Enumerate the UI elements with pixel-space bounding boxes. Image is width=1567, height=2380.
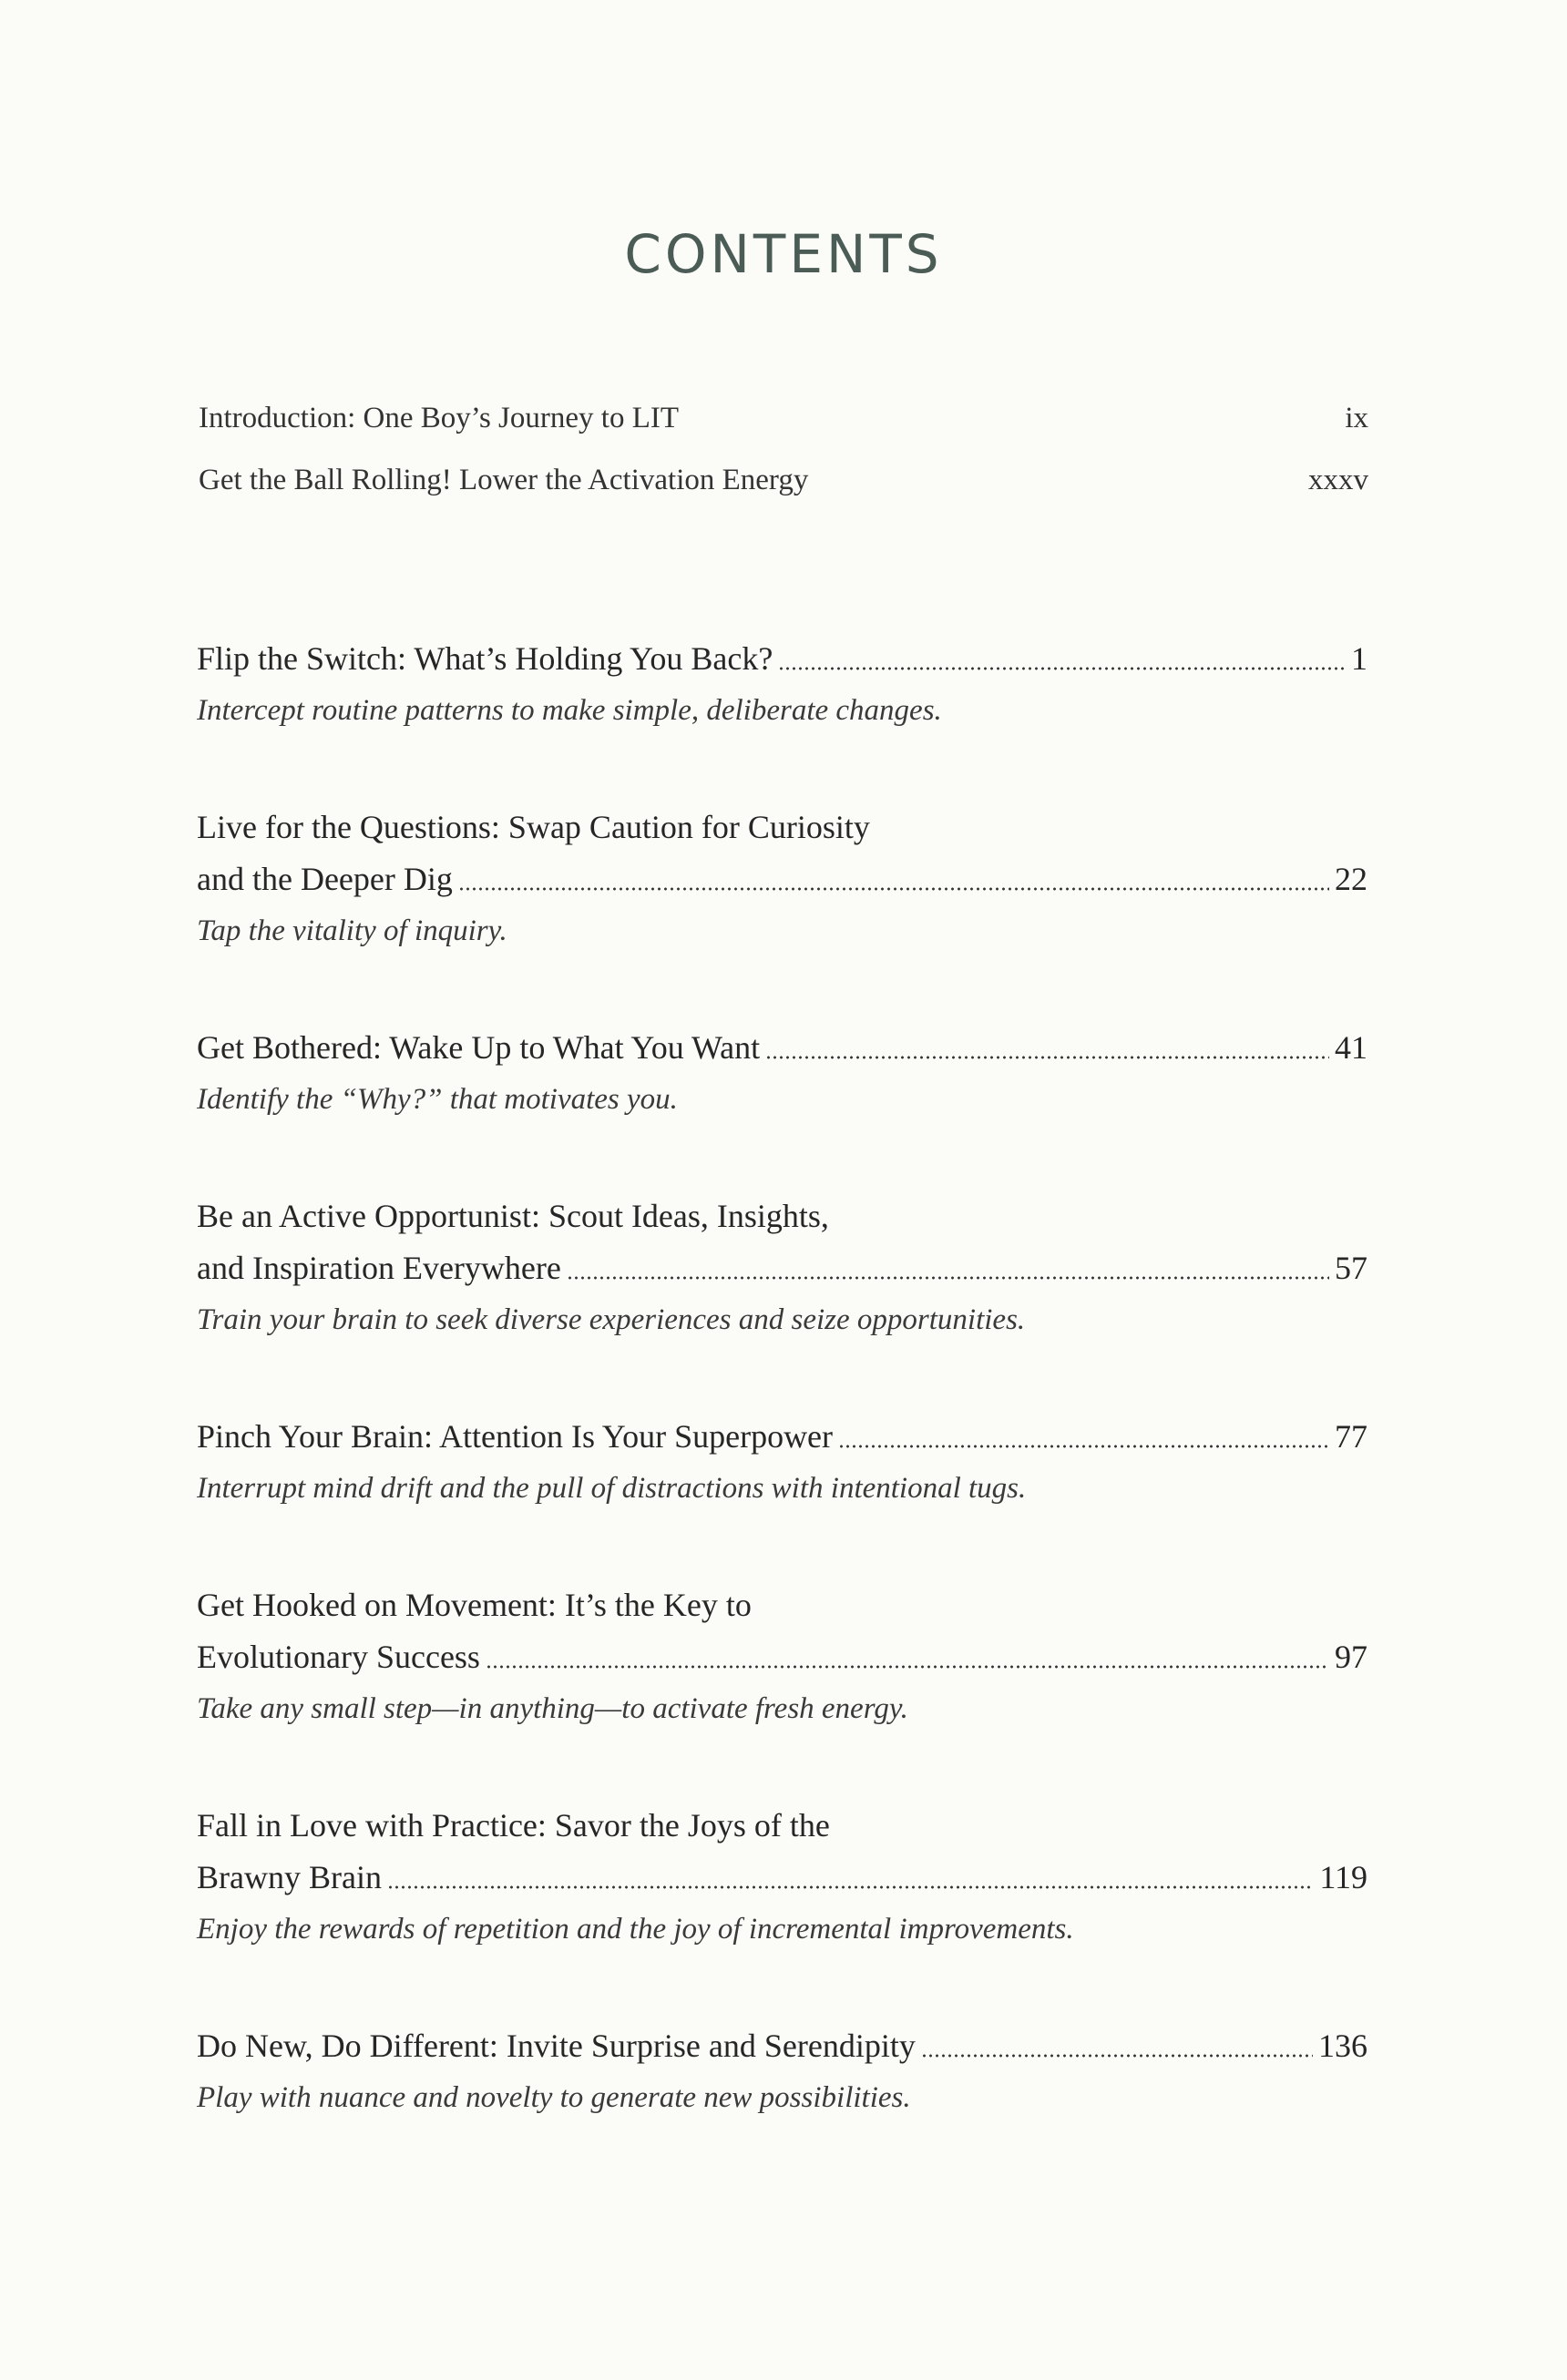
toc-chapter-entry bbox=[197, 1190, 1367, 1346]
chapter-subtitle: Take any small step—in anything—to activate fresh energy. bbox=[197, 1692, 908, 1725]
dot-leader bbox=[458, 885, 1329, 893]
entry-title: Introduction: One Boy’s Journey to LIT bbox=[199, 402, 680, 434]
chapter-title-line: Fall in Love with Practice: Savor the Joys of the bbox=[197, 1807, 830, 1844]
chapter-title-line bbox=[197, 633, 1367, 685]
page-number: xxxv bbox=[1308, 464, 1368, 496]
page-number: ix bbox=[1345, 402, 1368, 434]
dot-leader bbox=[387, 1884, 1314, 1891]
entry-title: Get the Ball Rolling! Lower the Activation Energy bbox=[199, 464, 809, 496]
chapter-subtitle: Enjoy the rewards of repetition and the joy of incremental improvements. bbox=[197, 1913, 1074, 1946]
chapter-title-text: and the Deeper Dig bbox=[197, 861, 453, 897]
chapter-title-text: Brawny Brain bbox=[197, 1859, 382, 1895]
chapter-title-text: Evolutionary Success bbox=[197, 1639, 480, 1675]
toc-chapter-entry bbox=[197, 633, 1367, 737]
chapter-title-line bbox=[197, 2020, 1367, 2072]
page-number: 97 bbox=[1335, 1639, 1367, 1675]
dot-leader bbox=[567, 1274, 1329, 1282]
page-number: 77 bbox=[1335, 1418, 1367, 1455]
chapter-subtitle: Train your brain to seek diverse experiences and seize opportunities. bbox=[197, 1303, 1026, 1336]
toc-front-matter-entry bbox=[199, 387, 1368, 449]
chapter-title-line: Be an Active Opportunist: Scout Ideas, Insights, bbox=[197, 1198, 829, 1234]
chapter-subtitle: Tap the vitality of inquiry. bbox=[197, 914, 507, 947]
page-number: 136 bbox=[1318, 2028, 1367, 2064]
dot-leader bbox=[838, 1443, 1329, 1450]
toc-front-matter-entry bbox=[199, 449, 1368, 511]
page-number: 119 bbox=[1319, 1859, 1367, 1895]
chapter-subtitle: Interrupt mind drift and the pull of distractions with intentional tugs. bbox=[197, 1472, 1027, 1505]
chapter-title-text: and Inspiration Everywhere bbox=[197, 1250, 561, 1286]
chapter-list bbox=[197, 633, 1367, 2189]
page-number: 41 bbox=[1335, 1029, 1367, 1066]
dot-leader bbox=[921, 2052, 1313, 2059]
chapter-title-text: Pinch Your Brain: Attention Is Your Superpower bbox=[197, 1418, 834, 1455]
toc-chapter-entry bbox=[197, 802, 1367, 957]
chapter-title-text: Do New, Do Different: Invite Surprise and Serendipity bbox=[197, 2028, 916, 2064]
page-title: CONTENTS bbox=[624, 223, 943, 285]
chapter-subtitle: Intercept routine patterns to make simple, deliberate changes. bbox=[197, 694, 942, 727]
dot-leader bbox=[486, 1663, 1329, 1670]
toc-chapter-entry bbox=[197, 1411, 1367, 1515]
chapter-title-text: Get Bothered: Wake Up to What You Want bbox=[197, 1029, 761, 1066]
toc-chapter-entry bbox=[197, 1579, 1367, 1735]
chapter-title-line bbox=[197, 1631, 1367, 1683]
chapter-subtitle: Identify the “Why?” that motivates you. bbox=[197, 1083, 678, 1116]
chapter-title-line bbox=[197, 1411, 1367, 1463]
chapter-title-line: Get Hooked on Movement: It’s the Key to bbox=[197, 1587, 752, 1623]
page-number: 1 bbox=[1351, 640, 1367, 677]
chapter-title-line bbox=[197, 853, 1367, 905]
chapter-title-text: Flip the Switch: What’s Holding You Back? bbox=[197, 640, 773, 677]
page-number: 57 bbox=[1335, 1250, 1367, 1286]
front-matter-list bbox=[199, 387, 1368, 511]
toc-chapter-entry bbox=[197, 2020, 1367, 2124]
dot-leader bbox=[778, 665, 1346, 672]
chapter-title-line bbox=[197, 1852, 1367, 1904]
toc-chapter-entry bbox=[197, 1022, 1367, 1126]
chapter-title-line: Live for the Questions: Swap Caution for Curiosity bbox=[197, 809, 870, 845]
chapter-title-line bbox=[197, 1022, 1367, 1074]
dot-leader bbox=[765, 1054, 1329, 1061]
toc-chapter-entry bbox=[197, 1800, 1367, 1956]
page-number: 22 bbox=[1335, 861, 1367, 897]
chapter-subtitle: Play with nuance and novelty to generate new possibilities. bbox=[197, 2081, 911, 2114]
chapter-title-line bbox=[197, 1242, 1367, 1294]
